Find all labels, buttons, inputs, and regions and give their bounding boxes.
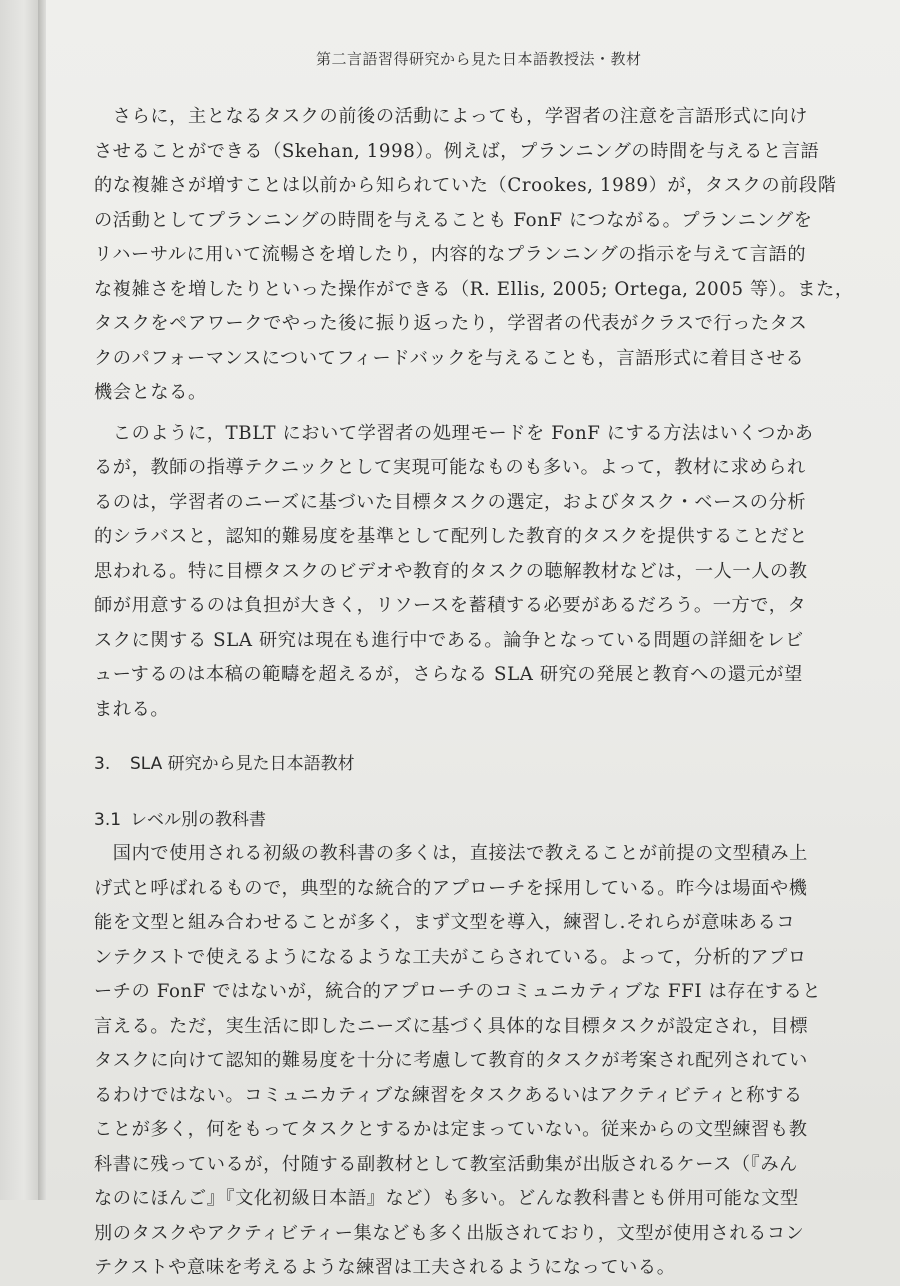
page-body [94, 100, 864, 1286]
paragraph-1 [94, 100, 864, 411]
subsection-number: 3.1 [94, 810, 122, 830]
text-line: 的シラバスと，認知的難易度を基準として配列した教育的タスクを提供することだと [94, 526, 808, 547]
text-line: 能を文型と組み合わせることが多く，まず文型を導入，練習し.それらが意味あるコ [94, 912, 796, 933]
section-number: 3. [94, 754, 111, 774]
text-line: るのは，学習者のニーズに基づいた目標タスクの選定，およびタスク・ベースの分析 [94, 491, 807, 513]
text-line: テクストや意味を考えるような練習は工夫されるようになっている。 [94, 1257, 676, 1278]
text-line: 言える。ただ，実生活に即したニーズに基づく具体的な目標タスクが設定され，目標 [94, 1015, 809, 1037]
subsection-title: レベル別の教科書 [130, 810, 266, 830]
text-line: スクに関する SLA 研究は現在も進行中である。論争となっている問題の詳細をレビ [94, 629, 804, 651]
text-line: ンテクストで使えるようになるような工夫がこらされている。よって，分析的アプロ [94, 946, 807, 968]
text-line: なのにほんご』『文化初級日本語』など）も多い。どんな教科書とも併用可能な文型 [94, 1188, 799, 1209]
text-line: の活動としてプランニングの時間を与えることも FonF につながる。プランニングを [94, 209, 813, 231]
text-line: このように，TBLT において学習者の処理モードを FonF にする方法はいくつかあ [94, 422, 814, 444]
text-line: げ式と呼ばれるもので，典型的な統合的アプローチを採用している。昨今は場面や機 [94, 877, 808, 899]
text-line: クのパフォーマンスについてフィードバックを与えることも，言語形式に着目させる [94, 347, 805, 369]
text-line: 的な複雑さが増すことは以前から知られていた（Crookes, 1989）が，タスクの前段階 [94, 175, 837, 196]
text-line: 思われる。特に目標タスクのビデオや教育的タスクの聴解教材などは，一人一人の教 [94, 560, 808, 582]
text-line: 機会となる。 [94, 382, 207, 403]
paragraph-2 [94, 417, 864, 728]
text-line: タスクをペアワークでやった後に振り返ったり，学習者の代表がクラスで行ったタス [94, 313, 808, 334]
section-heading-3 [94, 747, 864, 781]
running-head: 第二言語習得研究から見た日本語教授法・教材 [316, 50, 642, 68]
text-line: るわけではない。コミュニカティブな練習をタスクあるいはアクティビティと称する [94, 1084, 803, 1106]
text-line: させることができる（Skehan, 1998）。例えば，プランニングの時間を与えると言語 [94, 140, 820, 162]
text-line: な複雑さを増したりといった操作ができる（R. Ellis, 2005; Ortega, 2005 等）。また， [94, 278, 854, 300]
section-title: SLA 研究から見た日本語教材 [130, 754, 355, 774]
text-line: タスクに向けて認知的難易度を十分に考慮して教育的タスクが考案され配列されてい [94, 1050, 808, 1071]
text-line: るが，教師の指導テクニックとして実現可能なものも多い。よって，教材に求められ [94, 457, 806, 478]
text-line: ーチの FonF ではないが，統合的アプローチのコミュニカティブな FFI は存在すると [94, 981, 822, 1002]
text-line: さらに，主となるタスクの前後の活動によっても，学習者の注意を言語形式に向け [94, 106, 808, 127]
text-line: まれる。 [94, 698, 170, 720]
text-line: 別のタスクやアクティビティー集なども多く出版されており，文型が使用されるコン [94, 1222, 805, 1244]
text-line: リハーサルに用いて流暢さを増したり，内容的なプランニングの指示を与えて言語的 [94, 244, 807, 265]
right-page [46, 0, 900, 1278]
subsection-heading-3-1 [94, 803, 864, 837]
left-page-edge [0, 0, 40, 1200]
text-line: 科書に残っているが，付随する副教材として教室活動集が出版されるケース（『みん [94, 1153, 798, 1175]
text-line: ューするのは本稿の範疇を超えるが，さらなる SLA 研究の発展と教育への還元が望 [94, 664, 803, 685]
text-line: 国内で使用される初級の教科書の多くは，直接法で教えることが前提の文型積み上 [94, 843, 808, 864]
paragraph-3 [94, 837, 864, 1286]
text-line: ことが多く，何をもってタスクとするかは定まっていない。従来からの文型練習も教 [94, 1119, 808, 1140]
text-line: 師が用意するのは負担が大きく，リソースを蓄積する必要があるだろう。一方で，タ [94, 595, 807, 616]
